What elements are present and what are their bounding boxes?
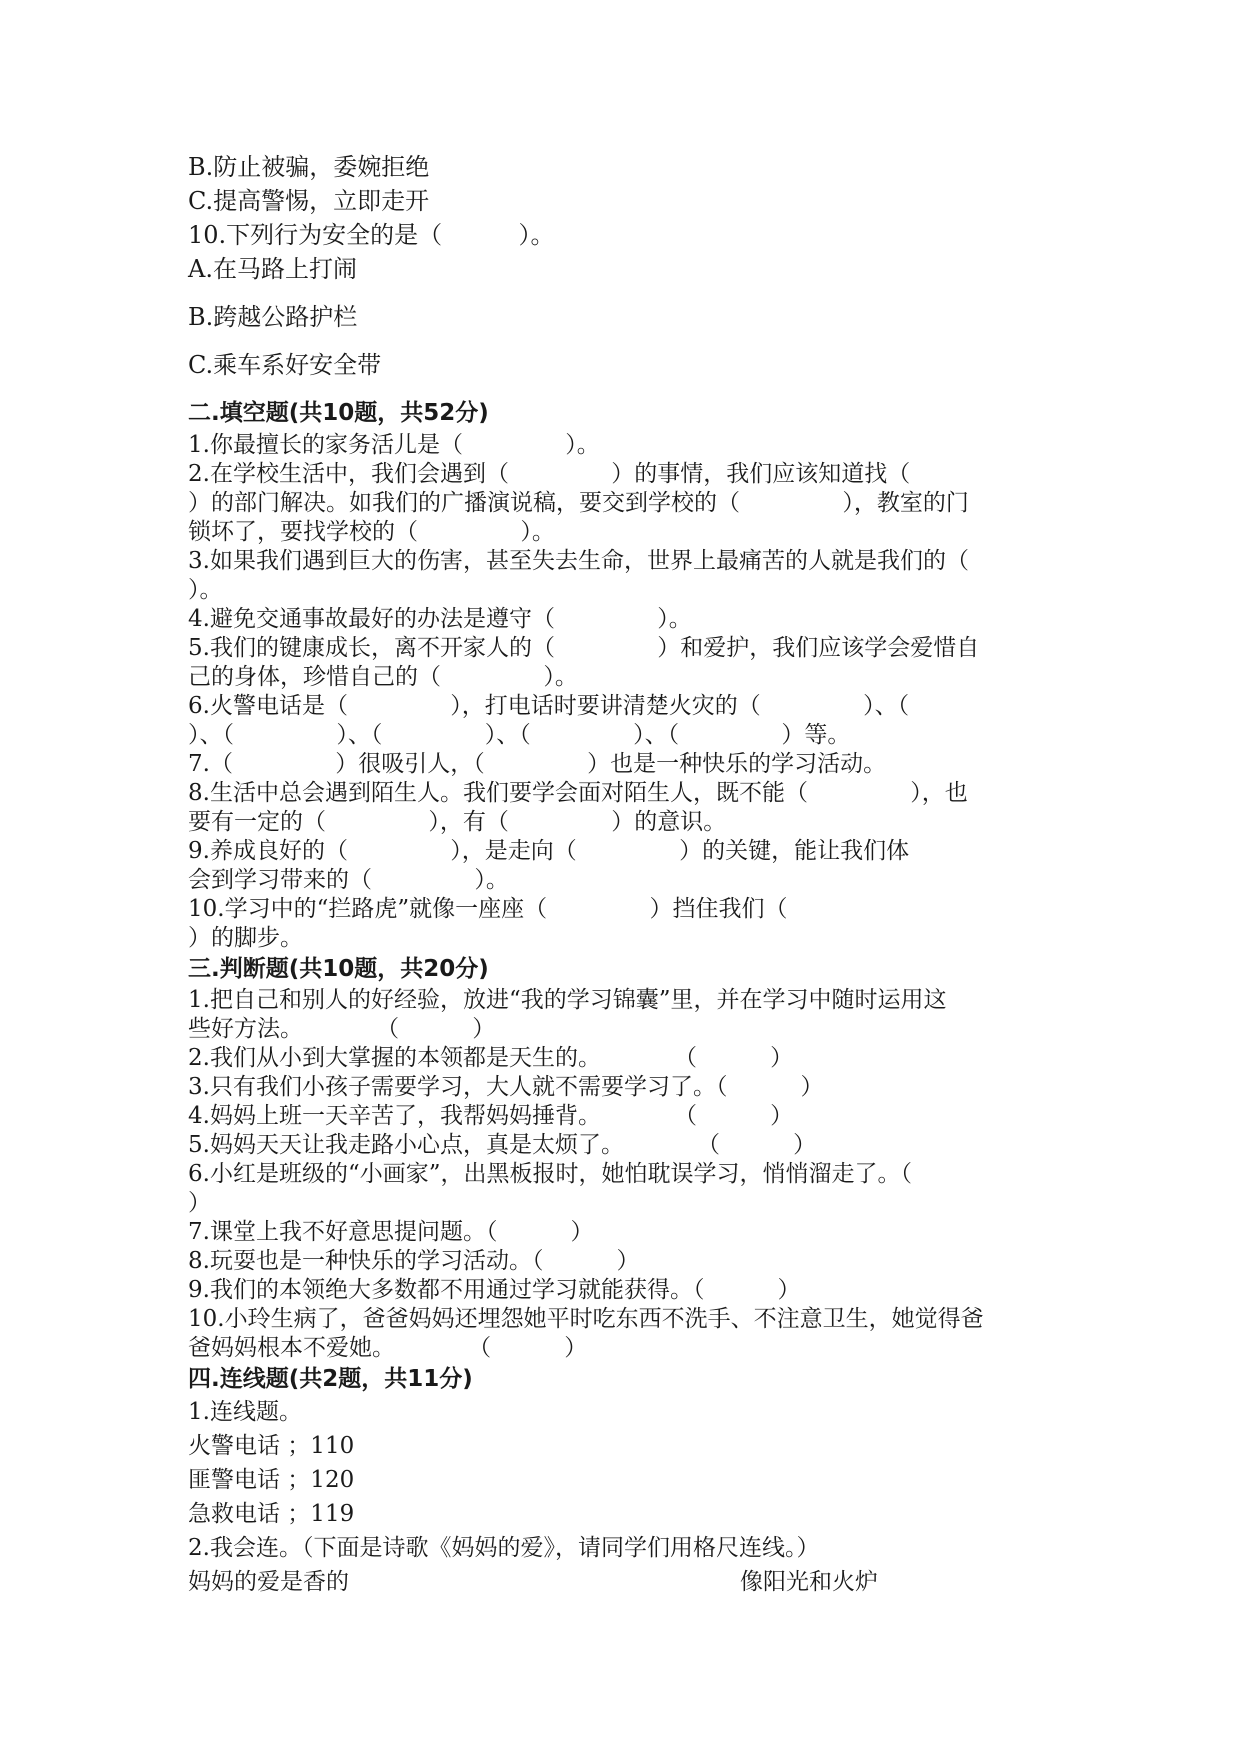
section2-line: 要有一定的（ ），有（ ）的意识。 (188, 809, 727, 835)
section3-line: 6.小红是班级的“小画家”，出黑板报时，她怕耽误学习，悄悄溜走了。（ (188, 1161, 912, 1187)
section2-line: 3.如果我们遇到巨大的伤害，甚至失去生命，世界上最痛苦的人就是我们的（ (188, 548, 969, 574)
section3-line: 2.我们从小到大掌握的本领都是天生的。 （ ） (188, 1045, 794, 1071)
section2-line: ）。 (188, 577, 223, 603)
section2-line: ）的部门解决。如我们的广播演说稿，要交到学校的（ ），教室的门 (188, 490, 969, 516)
section4-q1-row: 急救电话 ；119 (188, 1501, 355, 1527)
section3-line: 爸妈妈根本不爱她。 （ ） (188, 1335, 588, 1361)
section3-line: 8.玩耍也是一种快乐的学习活动。（ ） (188, 1248, 640, 1274)
section3-line: 7.课堂上我不好意思提问题。（ ） (188, 1219, 594, 1245)
section2-line: 1.你最擅长的家务活儿是（ ）。 (188, 432, 600, 458)
q10-option-b: B.跨越公路护栏 (188, 303, 358, 331)
section3-line: 1.把自己和别人的好经验，放进“我的学习锦囊”里，并在学习中随时运用这 (188, 987, 947, 1013)
section2-line: 7.（ ）很吸引人，（ ）也是一种快乐的学习活动。 (188, 751, 887, 777)
section2-line: 9.养成良好的（ ），是走向（ ）的关键，能让我们体 (188, 838, 910, 864)
section4-q1-stem: 1.连线题。 (188, 1399, 302, 1425)
section4-q2-left: 妈妈的爱是香的 (188, 1569, 349, 1595)
section3-line: 5.妈妈天天让我走路小心点，真是太烦了。 （ ） (188, 1132, 817, 1158)
section3-line: 10.小玲生病了，爸爸妈妈还埋怨她平时吃东西不洗手、不注意卫生，她觉得爸 (188, 1306, 984, 1332)
section2-line: 10.学习中的“拦路虎”就像一座座（ ）挡住我们（ (188, 896, 788, 922)
section2-line: 8.生活中总会遇到陌生人。我们要学会面对陌生人，既不能（ ），也 (188, 780, 968, 806)
section4-title: 四.连线题(共2题，共11分) (188, 1366, 473, 1392)
q9-option-c: C.提高警惕，立即走开 (188, 187, 430, 215)
section3-line: 些好方法。 （ ） (188, 1016, 496, 1042)
section4-q1-row: 火警电话 ；110 (188, 1433, 355, 1459)
section2-title: 二.填空题(共10题，共52分) (188, 400, 489, 426)
section3-line: 4.妈妈上班一天辛苦了，我帮妈妈捶背。 （ ） (188, 1103, 794, 1129)
section2-line: 5.我们的键康成长，离不开家人的（ ）和爱护，我们应该学会爱惜自 (188, 635, 980, 661)
section2-line: 6.火警电话是（ ），打电话时要讲清楚火灾的（ ）、（ (188, 693, 910, 719)
section4-q2-stem: 2.我会连。（下面是诗歌《妈妈的爱》，请同学们用格尺连线。） (188, 1535, 820, 1561)
section3-line: ） (188, 1190, 211, 1216)
section2-line: 会到学习带来的（ ）。 (188, 867, 509, 893)
section2-line: 己的身体，珍惜自己的（ ）。 (188, 664, 578, 690)
section2-line: 锁坏了，要找学校的（ ）。 (188, 519, 555, 545)
section3-line: 3.只有我们小孩子需要学习，大人就不需要学习了。（ ） (188, 1074, 824, 1100)
section4-q2-right: 像阳光和火炉 (740, 1569, 878, 1595)
section3-title: 三.判断题(共10题，共20分) (188, 956, 489, 982)
section3-line: 9.我们的本领绝大多数都不用通过学习就能获得。（ ） (188, 1277, 801, 1303)
section2-line: ）的脚步。 (188, 925, 303, 951)
q10-option-a: A.在马路上打闹 (188, 255, 357, 283)
section2-line: ）、（ ）、（ ）、（ ）、（ ）等。 (188, 722, 851, 748)
section4-q1-row: 匪警电话 ；120 (188, 1467, 355, 1493)
section2-line: 2.在学校生活中，我们会遇到（ ）的事情，我们应该知道找（ (188, 461, 911, 487)
section2-line: 4.避免交通事故最好的办法是遵守（ ）。 (188, 606, 692, 632)
q10-stem: 10.下列行为安全的是（ ）。 (188, 221, 555, 249)
q9-option-b: B.防止被骗，委婉拒绝 (188, 153, 430, 181)
q10-option-c: C.乘车系好安全带 (188, 351, 382, 379)
